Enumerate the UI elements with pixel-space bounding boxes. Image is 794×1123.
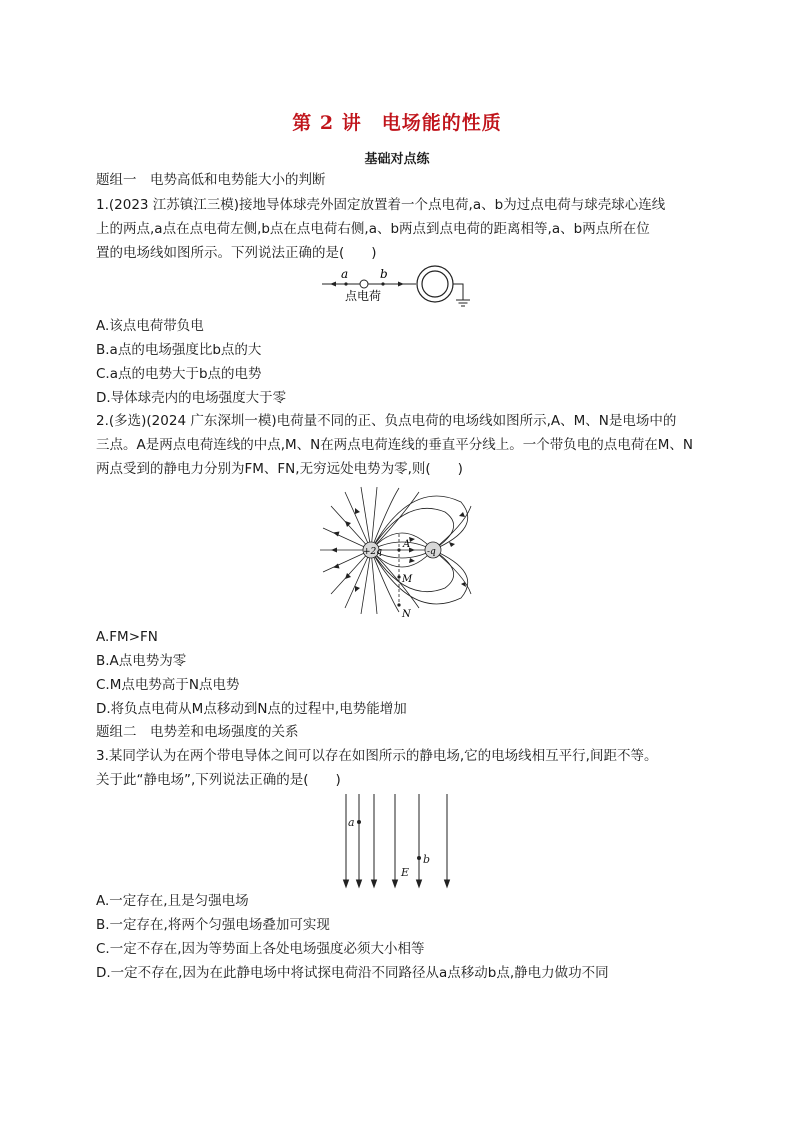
section-subtitle: 基础对点练 — [364, 152, 430, 167]
group-heading-1: 题组一 电势高低和电势能大小的判断 — [96, 172, 326, 188]
q1-label-b: b — [380, 267, 388, 281]
q3-option-a: A.一定存在,且是匀强电场 — [96, 893, 249, 909]
q3-label-a: a — [348, 816, 355, 829]
q2-stem-line1: 2.(多选)(2024 广东深圳一模)电荷量不同的正、负点电荷的电场线如图所示,A、M、N是电场中的 — [96, 413, 677, 429]
q3-label-E: E — [401, 866, 410, 879]
q2-option-c: C.M点电势高于N点电势 — [96, 677, 240, 693]
q3-option-d: D.一定不存在,因为在此静电场中将试探电荷沿不同路径从a点移动b点,静电力做功不同 — [96, 965, 609, 981]
q1-stem-line3: 置的电场线如图所示。下列说法正确的是( ) — [96, 245, 377, 261]
q3-option-b: B.一定存在,将两个匀强电场叠加可实现 — [96, 917, 330, 933]
q2-option-d: D.将负点电荷从M点移动到N点的过程中,电势能增加 — [96, 701, 407, 717]
q2-label-pos: +2q — [363, 547, 383, 557]
q2-figure — [315, 484, 480, 620]
q2-label-M: M — [402, 574, 413, 585]
q1-option-c: C.a点的电势大于b点的电势 — [96, 366, 262, 382]
q1-label-charge: 点电荷 — [345, 289, 382, 303]
sphere-shell-inner — [422, 271, 448, 297]
q3-option-c: C.一定不存在,因为等势面上各处电场强度必须大小相等 — [96, 941, 425, 957]
q2-label-A: A — [403, 539, 411, 550]
q1-stem-line1: 1.(2023 江苏镇江三模)接地导体球壳外固定放置着一个点电荷,a、b为过点电荷与球壳球心连线 — [96, 197, 666, 213]
q1-figure — [320, 262, 480, 314]
q3-stem-line2: 关于此“静电场”,下列说法正确的是( ) — [96, 772, 341, 788]
q3-stem-line1: 3.某同学认为在两个带电导体之间可以存在如图所示的静电场,它的电场线相互平行,间距不等。 — [96, 748, 658, 764]
page-title: 第 2 讲 电场能的性质 — [292, 112, 502, 134]
q1-option-d: D.导体球壳内的电场强度大于零 — [96, 390, 287, 406]
q2-label-neg: -q — [427, 547, 436, 557]
q2-option-b: B.A点电势为零 — [96, 653, 187, 669]
q3-figure — [336, 792, 456, 890]
q2-stem-line3: 两点受到的静电力分别为FM、FN,无穷远处电势为零,则( ) — [96, 461, 463, 477]
group-heading-2: 题组二 电势差和电场强度的关系 — [96, 724, 299, 740]
ground-wire — [453, 284, 463, 300]
q3-label-b: b — [423, 853, 431, 866]
q1-stem-line2: 上的两点,a点在点电荷左侧,b点在点电荷右侧,a、b两点到点电荷的距离相等,a、b两点所在位 — [96, 221, 650, 237]
q1-label-a: a — [341, 267, 349, 281]
q2-stem-line2: 三点。A是两点电荷连线的中点,M、N在两点电荷连线的垂直平分线上。一个带负电的点电荷在M、N — [96, 437, 694, 453]
q1-option-a: A.该点电荷带负电 — [96, 318, 204, 334]
q2-label-N: N — [402, 609, 411, 620]
q1-option-b: B.a点的电场强度比b点的大 — [96, 342, 262, 358]
q2-option-a: A.FM>FN — [96, 629, 158, 645]
